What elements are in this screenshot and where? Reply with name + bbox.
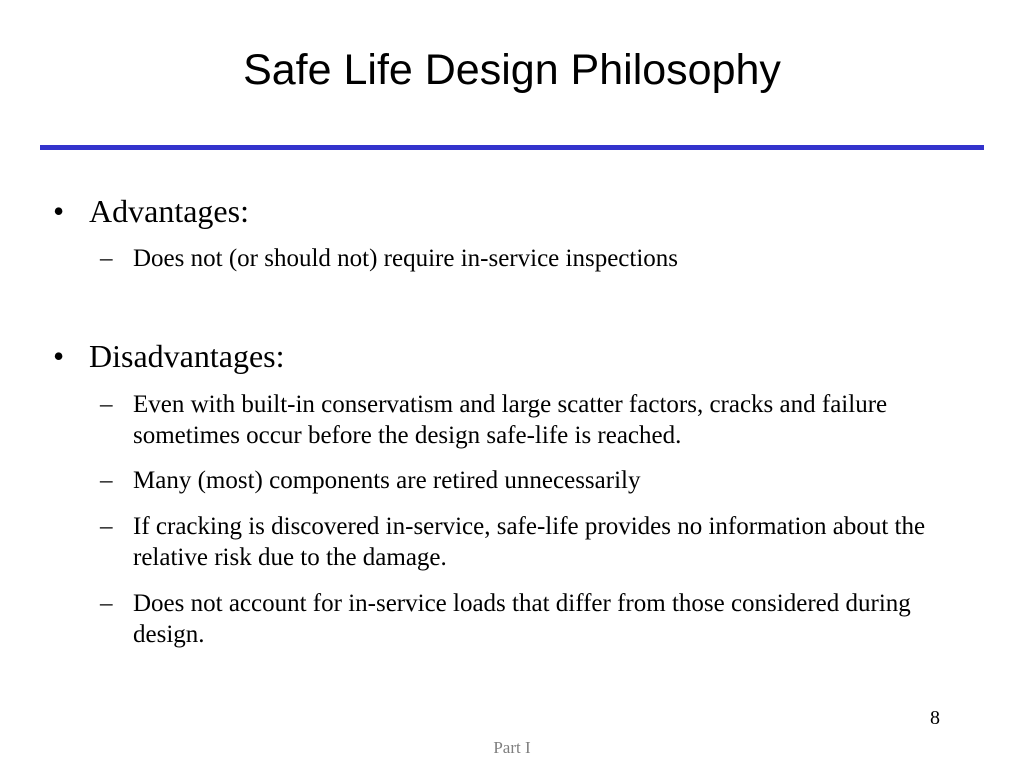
disadvantage-item [100,588,950,650]
bullet-advantages [53,192,249,230]
dash-icon: – [100,513,113,540]
disadvantage-item [100,511,950,573]
disadvantages-heading: Disadvantages: [89,338,285,374]
advantages-heading: Advantages: [89,193,249,229]
bullet-icon: • [53,338,65,374]
dash-icon: – [100,391,113,418]
footer-label: Part I [493,738,531,757]
disadvantage-item [100,465,950,496]
dash-icon: – [100,467,113,494]
dash-icon: – [100,590,113,617]
disadvantage-item [100,389,950,451]
slide-title: Safe Life Design Philosophy [243,46,781,94]
dash-icon: – [100,245,113,272]
disadvantage-text: Many (most) components are retired unnecessarily [133,467,641,494]
disadvantage-text: Does not account for in-service loads that differ from those considered during design. [133,590,911,648]
bullet-icon: • [53,193,65,229]
advantage-text: Does not (or should not) require in-service inspections [133,245,679,272]
disadvantage-text: Even with built-in conservatism and large scatter factors, cracks and failure sometimes occur before the design safe-life is reached. [133,391,888,449]
bullet-disadvantages [53,337,285,375]
advantage-item [100,243,950,274]
page-number: 8 [930,707,940,729]
disadvantage-text: If cracking is discovered in-service, safe-life provides no information about the relative risk due to the damage. [133,513,926,571]
